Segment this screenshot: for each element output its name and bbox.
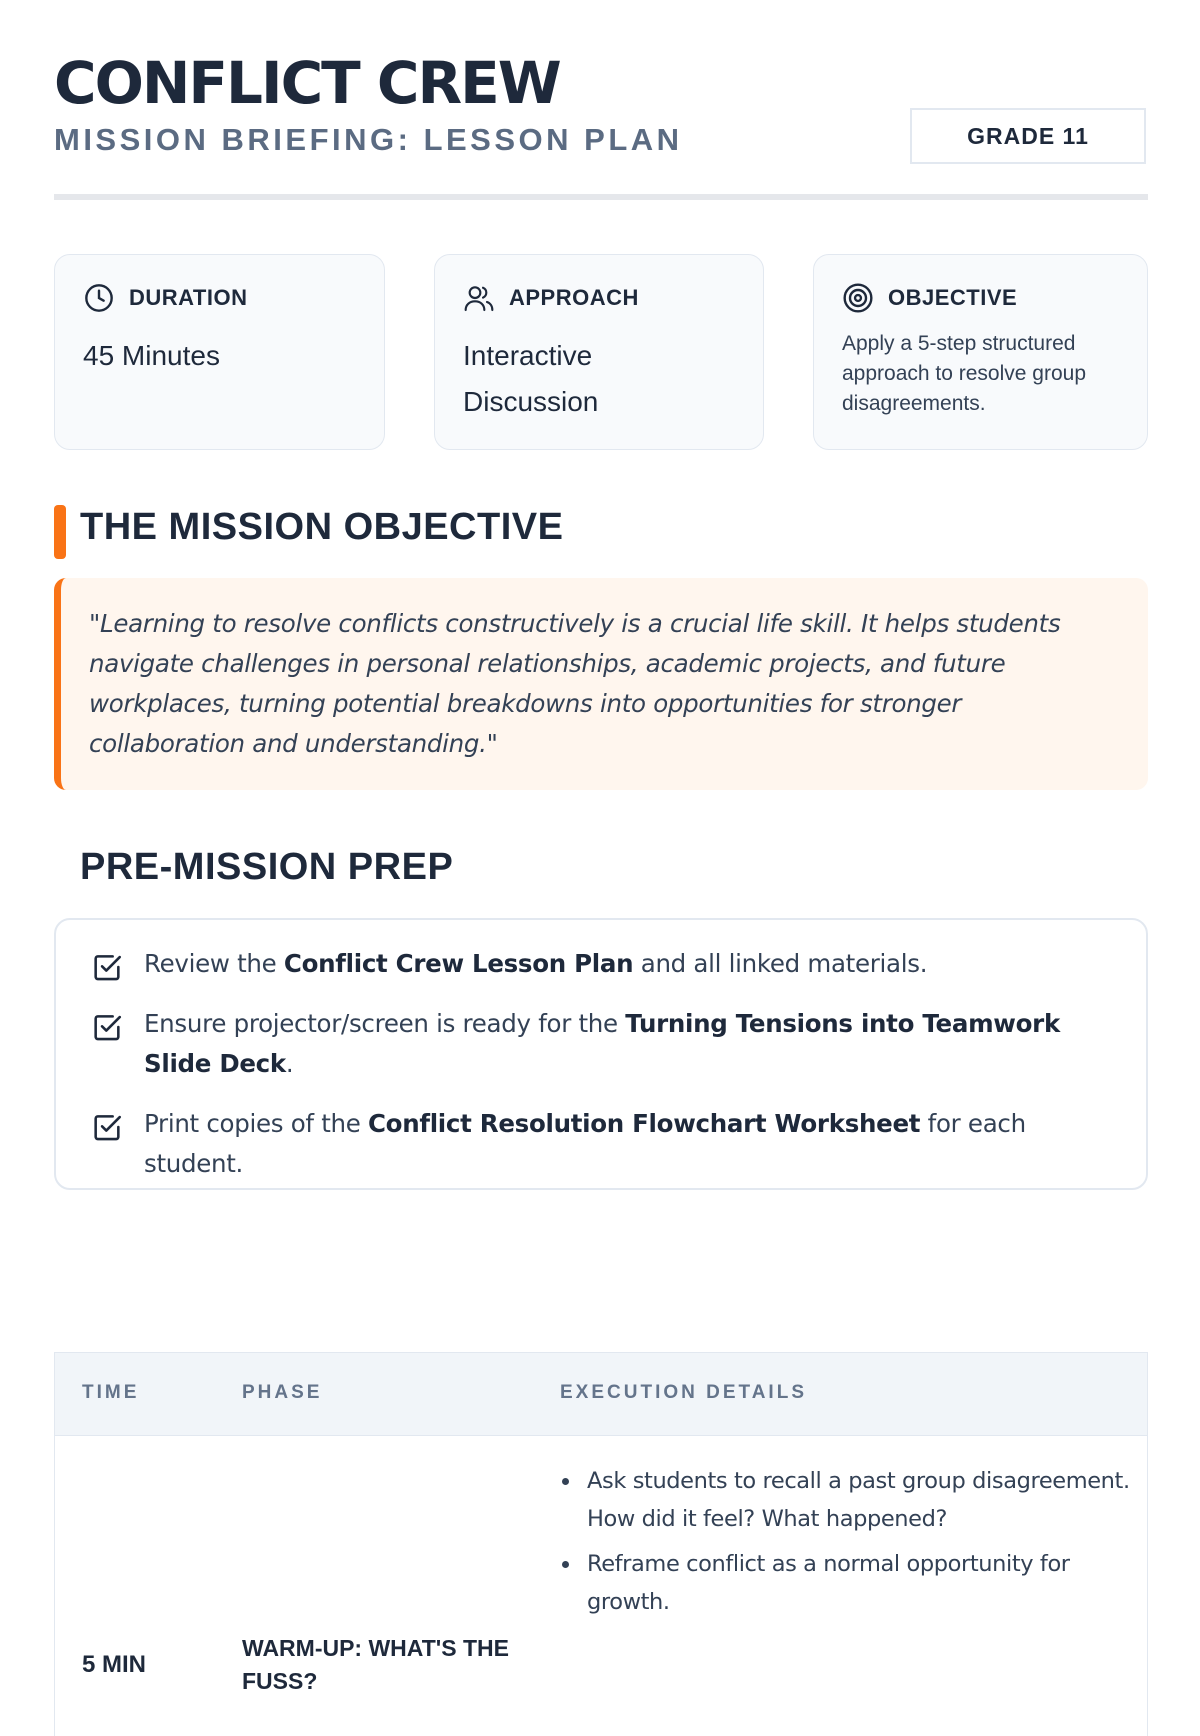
column-header-phase: PHASE [242,1382,323,1403]
duration-label: DURATION [129,285,248,310]
row-time: 5 MIN [82,1651,147,1678]
checklist-item [90,1104,1112,1184]
objective-value: Apply a 5-step structured approach to resolve group disagreements. [842,332,1086,415]
table-row [55,1436,1147,1736]
pre-mission-prep-heading: PRE-MISSION PREP [80,846,454,888]
objective-card [813,254,1148,450]
checklist-item-text: Ensure projector/screen is ready for the Turning Tensions into Teamwork Slide Deck. [144,1009,1060,1078]
target-icon [842,282,874,314]
approach-label: APPROACH [509,285,639,310]
mission-objective-heading: THE MISSION OBJECTIVE [80,506,564,548]
duration-value: 45 Minutes [83,340,220,371]
approach-card [434,254,764,450]
mission-quote: "Learning to resolve conflicts constructively is a crucial life skill. It helps students navigate challenges in personal relationships, academic projects, and future workplaces, turning potential breakdowns into opportunities for stronger collaboration and understanding." [89,609,1061,758]
checklist-item-text: Print copies of the Conflict Resolution Flowchart Worksheet for each student. [144,1109,1026,1178]
page-title: CONFLICT CREW [54,49,560,117]
checklist-item [90,944,1112,984]
checkbox-checked-icon [90,950,124,984]
page-subtitle: MISSION BRIEFING: LESSON PLAN [54,122,683,157]
clock-icon [83,282,115,314]
header-divider [54,194,1148,200]
checkbox-checked-icon [90,1010,124,1044]
row-details [560,1462,1130,1628]
lesson-schedule-table [54,1352,1148,1736]
column-header-details: EXECUTION DETAILS [560,1382,807,1403]
detail-item: Reframe conflict as a normal opportunity for growth. [560,1545,1130,1621]
mission-quote-box [54,578,1148,790]
objective-label: OBJECTIVE [888,285,1018,310]
duration-card [54,254,385,450]
column-header-time: TIME [82,1382,140,1403]
section-accent-bar [54,505,66,559]
checklist-item-text: Review the Conflict Crew Lesson Plan and all linked materials. [144,949,928,978]
approach-value: Interactive Discussion [463,340,599,417]
grade-badge: GRADE 11 [910,108,1146,164]
checklist-item [90,1004,1112,1084]
table-header [55,1353,1147,1436]
row-phase: WARM-UP: WHAT'S THE FUSS? [242,1635,509,1694]
prep-checklist [54,918,1148,1190]
checkbox-checked-icon [90,1110,124,1144]
info-cards [54,254,1148,450]
users-icon [463,282,495,314]
detail-item: Ask students to recall a past group disagreement. How did it feel? What happened? [560,1462,1130,1538]
